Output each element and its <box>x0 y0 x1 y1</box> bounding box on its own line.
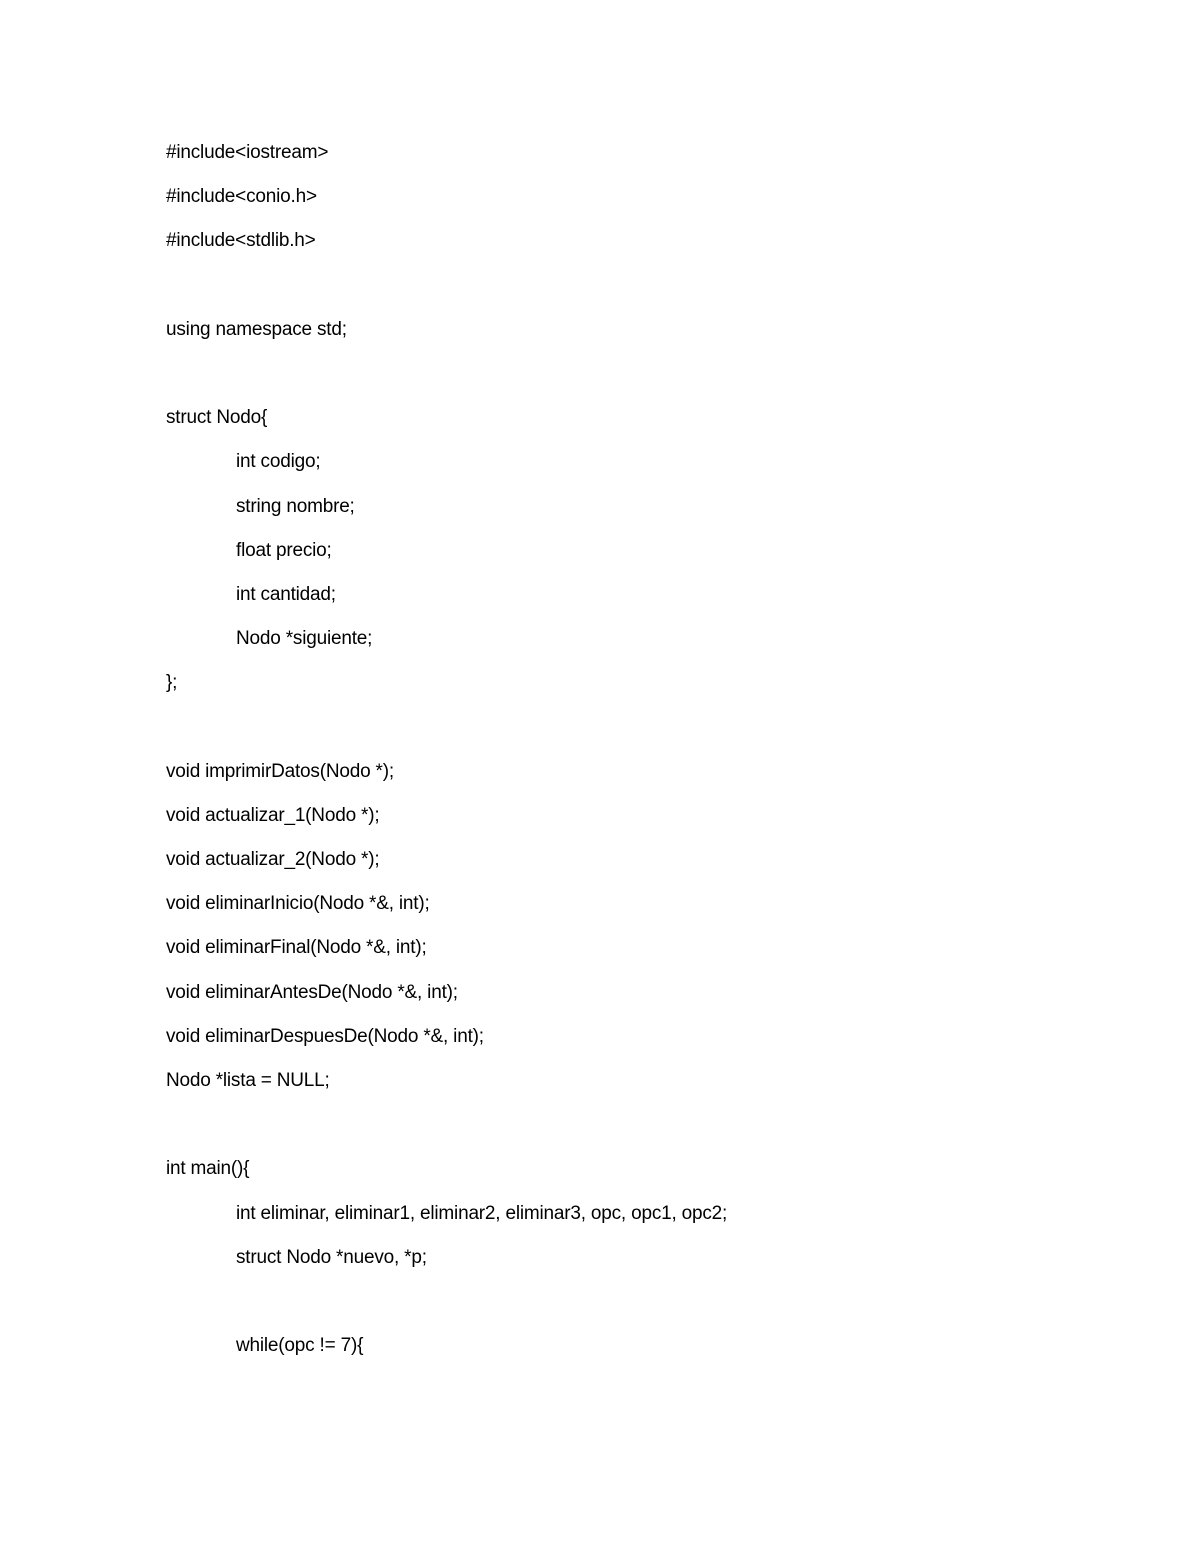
code-line: string nombre; <box>236 495 355 517</box>
blank-line <box>166 360 1116 404</box>
code-line: int main(){ <box>166 1158 250 1180</box>
code-line: void eliminarAntesDe(Nodo *&, int); <box>166 981 458 1003</box>
code-line: Nodo *lista = NULL; <box>166 1069 330 1091</box>
code-line: int codigo; <box>236 451 321 473</box>
code-line: while(opc != 7){ <box>236 1335 364 1357</box>
blank-line <box>166 713 1116 757</box>
code-line: void actualizar_2(Nodo *); <box>166 849 380 870</box>
code-line: int eliminar, eliminar1, eliminar2, eliminar3, opc, opc1, opc2; <box>236 1202 728 1224</box>
code-line: using namespace std; <box>166 318 347 340</box>
code-line: struct Nodo{ <box>166 407 268 429</box>
code-line: void eliminarFinal(Nodo *&, int); <box>166 937 427 959</box>
code-line: void imprimirDatos(Nodo *); <box>166 760 394 782</box>
code-line: struct Nodo *nuevo, *p; <box>236 1246 427 1268</box>
code-line: void eliminarInicio(Nodo *&, int); <box>166 893 430 915</box>
blank-line <box>166 1288 1116 1332</box>
code-line: #include<stdlib.h> <box>166 230 316 252</box>
code-line: #include<conio.h> <box>166 186 317 208</box>
code-line: void actualizar_1(Nodo *); <box>166 804 380 826</box>
code-line: #include<iostream> <box>166 142 329 163</box>
code-listing <box>166 139 1116 1376</box>
blank-line <box>166 272 1116 316</box>
blank-line <box>166 1111 1116 1155</box>
code-line: Nodo *siguiente; <box>236 628 373 650</box>
code-line: float precio; <box>236 539 332 561</box>
code-line: }; <box>166 672 178 694</box>
code-line: void eliminarDespuesDe(Nodo *&, int); <box>166 1025 484 1047</box>
code-line: int cantidad; <box>236 583 336 605</box>
